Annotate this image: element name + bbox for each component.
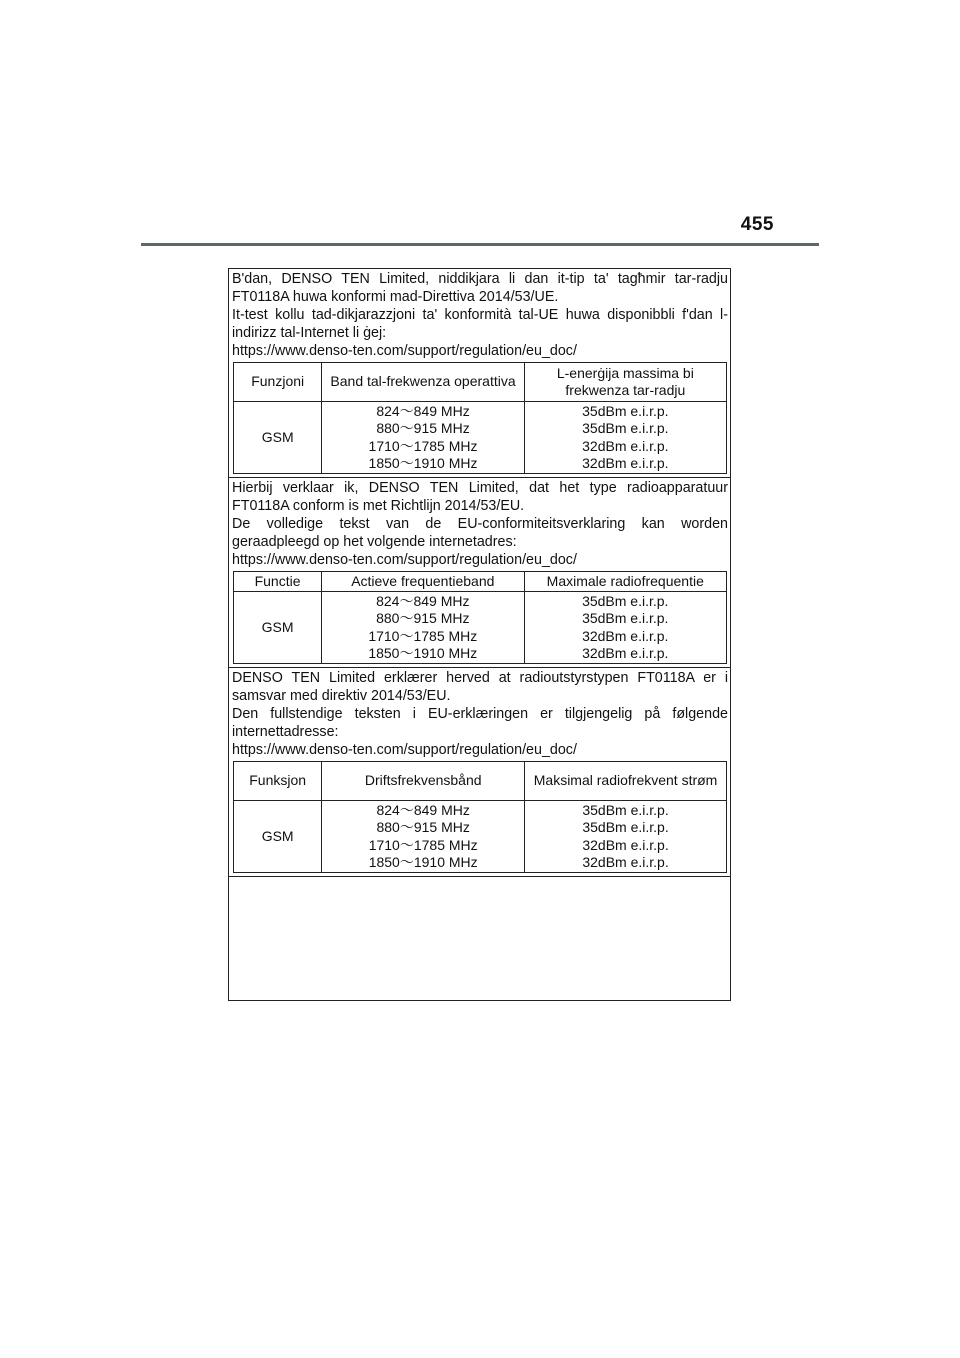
table-header-row: [234, 363, 727, 402]
declaration-section-norwegian: [229, 668, 730, 877]
function-cell: GSM: [234, 801, 322, 873]
table-header-row: [234, 762, 727, 801]
power-value: 32dBm e.i.r.p.: [582, 645, 669, 661]
power-value: 32dBm e.i.r.p.: [582, 854, 669, 870]
band-value: 1710～1785 MHz: [368, 627, 478, 644]
header-rule: [141, 243, 819, 246]
power-value: 35dBm e.i.r.p.: [582, 610, 669, 626]
header-band: Actieve frequentieband: [322, 572, 524, 592]
table-row: [234, 402, 727, 474]
power-value: 35dBm e.i.r.p.: [582, 420, 669, 436]
power-value: 35dBm e.i.r.p.: [582, 819, 669, 835]
function-cell: GSM: [234, 402, 322, 474]
power-value: 32dBm e.i.r.p.: [582, 437, 669, 454]
power-cell: [525, 801, 727, 873]
power-cell: [524, 402, 726, 474]
declaration-paragraph: Den fullstendige teksten i EU-erklæringen er tilgjengelig på følgende internettadresse:: [232, 706, 728, 740]
band-value: 824～849 MHz: [376, 801, 470, 818]
header-function: Functie: [234, 572, 322, 592]
declaration-paragraph: DENSO TEN Limited erklærer herved at radioutstyrstypen FT0118A er i samsvar med direktiv 2014/53/EU.: [232, 670, 728, 704]
frequency-table: [233, 761, 727, 873]
declaration-section-dutch: [229, 478, 730, 668]
band-cell: [322, 402, 524, 474]
declaration-paragraph: It-test kollu tad-dikjarazzjoni ta' konformità tal-UE huwa disponibbli f'dan l-indirizz tal-Internet li ġej:: [232, 307, 728, 341]
power-value: 32dBm e.i.r.p.: [582, 455, 669, 471]
frequency-table: [233, 362, 727, 474]
header-power: Maksimal radiofrekvent strøm: [525, 762, 727, 801]
header-function: Funzjoni: [234, 363, 322, 402]
header-power: Maximale radiofrequentie: [524, 572, 726, 592]
band-value: 1850～1910 MHz: [368, 455, 478, 471]
declaration-frame: [228, 268, 731, 1001]
band-value: 880～915 MHz: [376, 420, 470, 436]
declaration-paragraph: De volledige tekst van de EU-conformiteitsverklaring kan worden geraadpleegd op het volgende internetadres:: [232, 516, 728, 550]
power-value: 32dBm e.i.r.p.: [582, 627, 669, 644]
table-row: [234, 592, 727, 664]
declaration-url: https://www.denso-ten.com/support/regulation/eu_doc/: [232, 343, 577, 359]
function-cell: GSM: [234, 592, 322, 664]
header-band: Band tal-frekwenza operattiva: [322, 363, 524, 402]
band-value: 824～849 MHz: [376, 592, 470, 609]
power-value: 32dBm e.i.r.p.: [582, 836, 669, 853]
band-value: 824～849 MHz: [376, 402, 470, 419]
power-value: 35dBm e.i.r.p.: [582, 801, 669, 818]
header-band: Driftsfrekvensbånd: [322, 762, 525, 801]
band-value: 880～915 MHz: [376, 819, 470, 835]
band-value: 880～915 MHz: [376, 610, 470, 626]
power-value: 35dBm e.i.r.p.: [582, 592, 669, 609]
band-cell: [322, 801, 525, 873]
header-power: L-enerġija massima bi frekwenza tar-radju: [524, 363, 726, 402]
band-value: 1710～1785 MHz: [368, 836, 478, 853]
band-value: 1850～1910 MHz: [368, 854, 478, 870]
table-row: [234, 801, 727, 873]
declaration-paragraph: B'dan, DENSO TEN Limited, niddikjara li dan it-tip ta' tagħmir tar-radju FT0118A huwa konformi mad-Direttiva 2014/53/UE.: [232, 271, 728, 305]
table-header-row: [234, 572, 727, 592]
declaration-section-maltese: [229, 269, 730, 478]
declaration-url: https://www.denso-ten.com/support/regulation/eu_doc/: [232, 742, 577, 758]
page-number: 455: [740, 214, 774, 235]
band-cell: [322, 592, 524, 664]
frequency-table: [233, 571, 727, 664]
power-value: 35dBm e.i.r.p.: [582, 402, 669, 419]
declaration-paragraph: Hierbij verklaar ik, DENSO TEN Limited, dat het type radioapparatuur FT0118A conform is met Richtlijn 2014/53/EU.: [232, 480, 728, 514]
power-cell: [524, 592, 726, 664]
band-value: 1710～1785 MHz: [368, 437, 478, 454]
declaration-url: https://www.denso-ten.com/support/regulation/eu_doc/: [232, 552, 577, 568]
header-function: Funksjon: [234, 762, 322, 801]
band-value: 1850～1910 MHz: [368, 645, 478, 661]
